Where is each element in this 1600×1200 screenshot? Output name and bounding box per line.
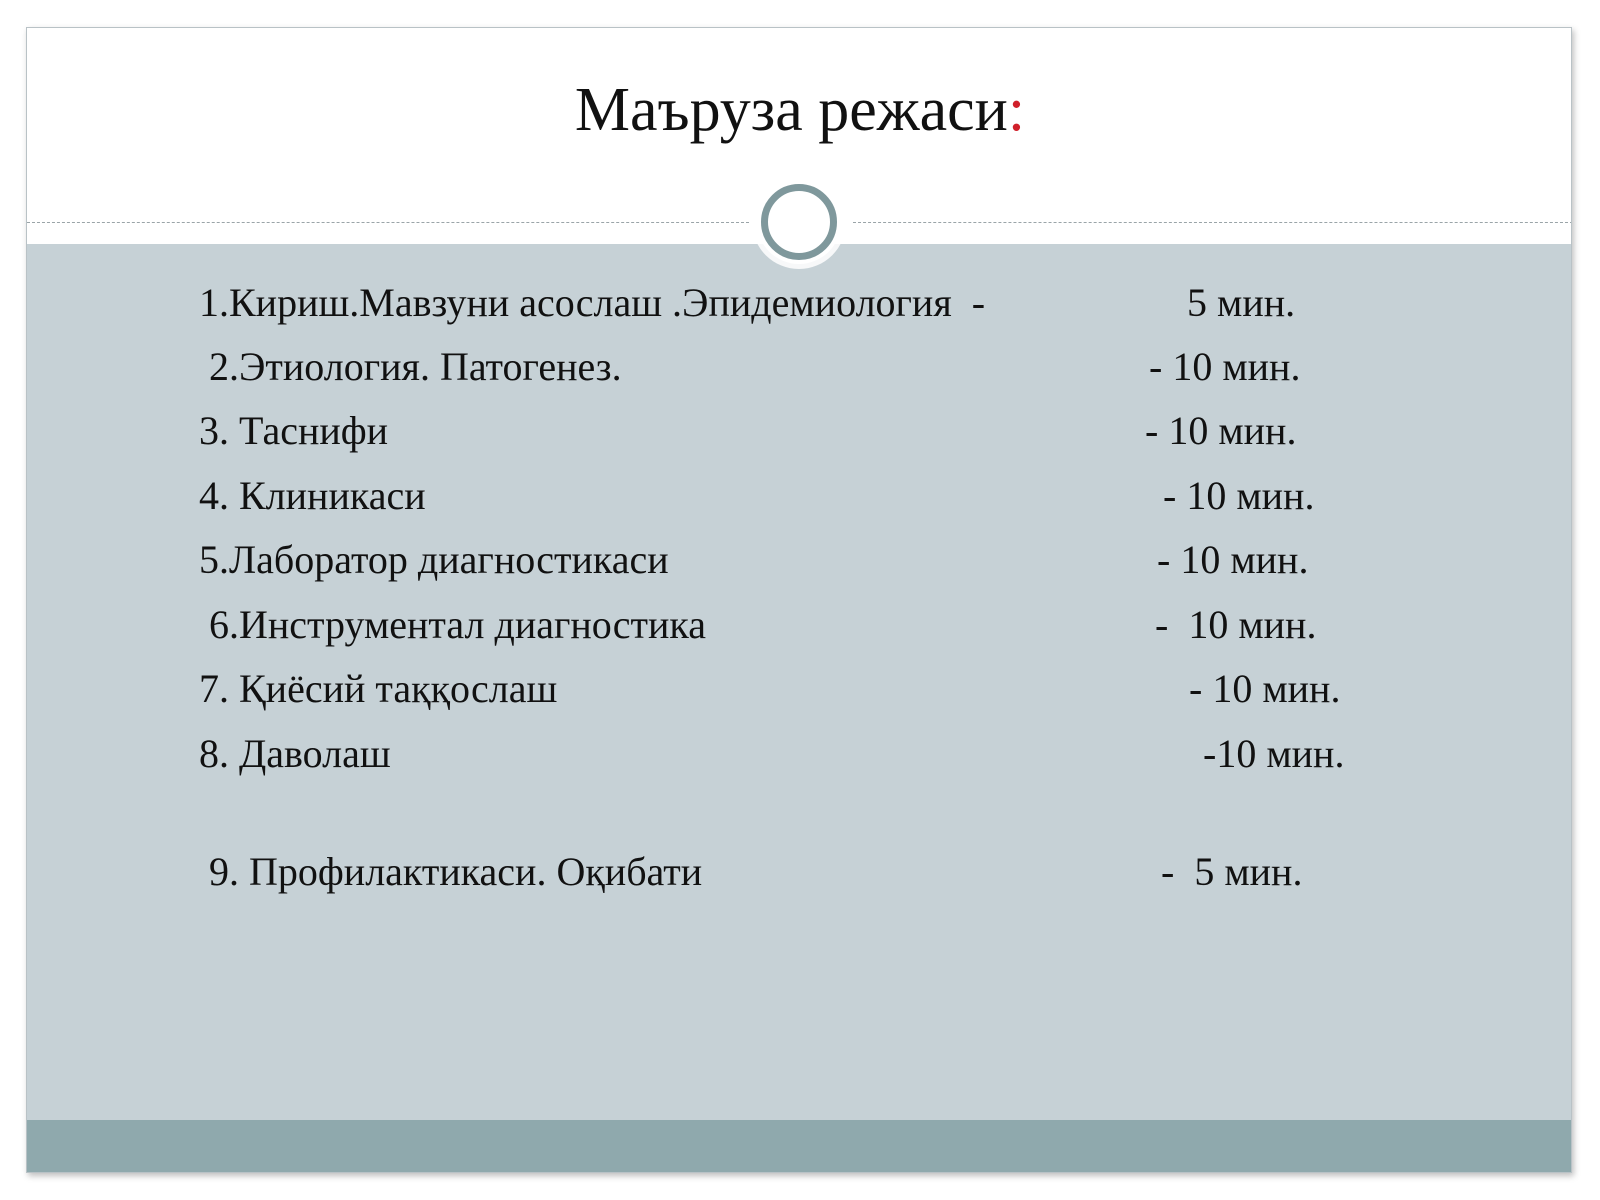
agenda-item-3-duration: - 10 мин. — [1145, 408, 1297, 453]
agenda-item-4-duration: - 10 мин. — [1163, 473, 1315, 518]
divider-left — [27, 222, 749, 223]
agenda-item-1-label: 1.Кириш.Мавзуни асослаш .Эпидемиология - — [199, 280, 986, 325]
agenda-item-6-duration: - 10 мин. — [1155, 602, 1317, 647]
slide — [26, 27, 1572, 1173]
agenda-item-6-label: 6.Инструментал диагностика — [209, 602, 707, 647]
agenda-item-1-duration: 5 мин. — [1187, 280, 1296, 325]
slide-title-colon: : — [1007, 76, 1026, 144]
agenda-item-7-label: 7. Қиёсий таққослаш — [199, 666, 558, 711]
agenda-item-8-duration: -10 мин. — [1203, 731, 1345, 776]
agenda-item-5-label: 5.Лаборатор диагностикаси — [199, 537, 669, 582]
slide-title — [27, 73, 1572, 147]
agenda-item-4-label: 4. Клиникаси — [199, 473, 426, 518]
agenda-item-5-duration: - 10 мин. — [1157, 537, 1309, 582]
agenda-item-2-duration: - 10 мин. — [1149, 344, 1301, 389]
slide-title-text: Маъруза режаси — [574, 76, 1008, 144]
footer-band — [27, 1120, 1572, 1173]
divider-right — [853, 222, 1572, 223]
agenda-item-9-duration: - 5 мин. — [1161, 849, 1303, 894]
agenda-item-9-label: 9. Профилактикаси. Оқибати — [209, 849, 703, 894]
ring-ornament — [757, 180, 841, 264]
agenda-item-7-duration: - 10 мин. — [1189, 666, 1341, 711]
agenda-item-3-label: 3. Таснифи — [199, 408, 389, 453]
agenda-item-8-label: 8. Даволаш — [199, 731, 391, 776]
agenda-item-2-label: 2.Этиология. Патогенез. — [209, 344, 622, 389]
